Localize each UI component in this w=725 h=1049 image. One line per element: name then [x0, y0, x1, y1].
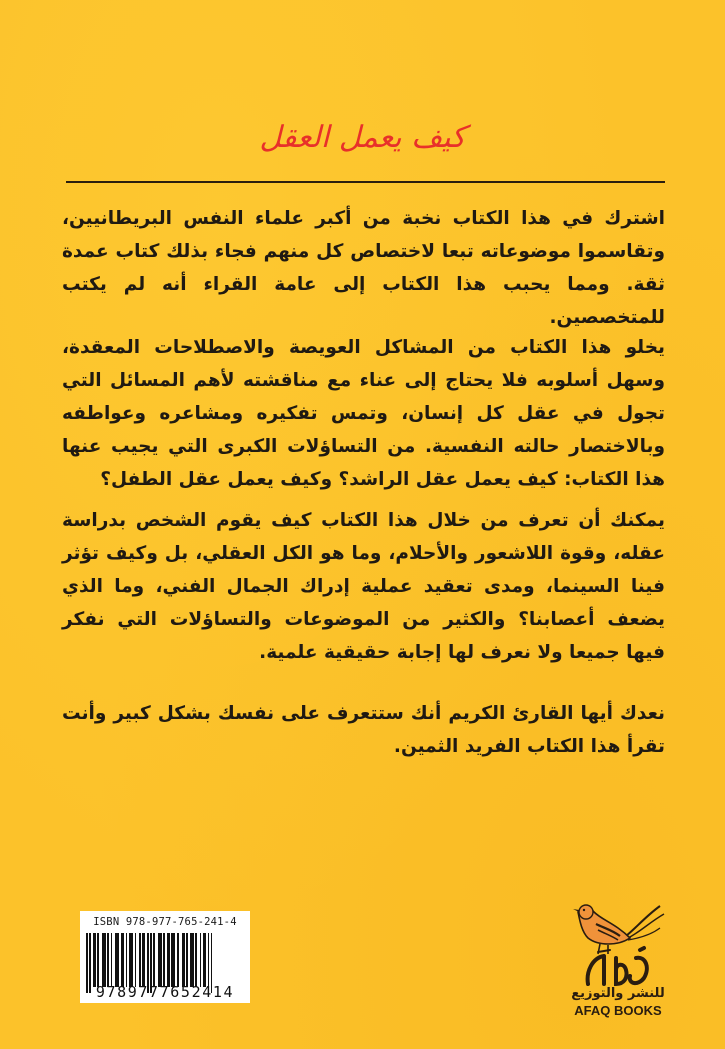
isbn-label: ISBN 978-977-765-241-4	[93, 916, 237, 928]
title-divider	[66, 181, 665, 183]
barcode-bars-icon	[86, 933, 244, 987]
paragraph-text: يخلو هذا الكتاب من المشاكل العويصة والاصطلاحات المعقدة، وسهل أسلوبه فلا يحتاج إلى عناء مع مناقشته لأهم المسائل التي تجول في عقل كل إنسان، وتمس تفكيره ومشاعره وعواطفه وبالاختصار حالته النفسية. من التساؤلات الكبرى التي يجيب عنها هذا الكتاب: كيف يعمل عقل الراشد؟ وكيف يعمل عقل الطفل؟	[62, 337, 665, 490]
barcode-digits: 9789777652414	[95, 983, 235, 1001]
book-title: كيف يعمل العقل	[259, 120, 466, 155]
paragraph-text: نعدك أيها القارئ الكريم أنك ستتعرف على نفسك بشكل كبير وأنت تقرأ هذا الكتاب الفريد الثمين.	[62, 703, 665, 757]
publisher-tagline-arabic: للنشر والتوزيع	[571, 986, 665, 1001]
publisher-tagline-english: AFAQ BOOKS	[574, 1003, 662, 1018]
blurb-paragraph-1	[62, 202, 665, 334]
blurb-paragraph-4	[62, 697, 665, 763]
blurb-paragraph-3	[62, 504, 665, 669]
publisher-logo	[568, 898, 668, 1026]
blurb-paragraph-2	[62, 331, 665, 496]
isbn-barcode	[80, 911, 250, 1003]
bird-icon	[568, 898, 668, 988]
paragraph-text: يمكنك أن تعرف من خلال هذا الكتاب كيف يقوم الشخص بدراسة عقله، وقوة اللاشعور والأحلام، وما هو الكل العقلي، بل وكيف تؤثر فينا السينما، ومدى تعقيد عملية إدراك الجمال الفني، وما الذي يضعف أعصابنا؟ والكثير من الموضوعات والتساؤلات التي نفكر فيها جميعا ولا نعرف لها إجابة حقيقية علمية.	[62, 510, 665, 663]
paragraph-text: اشترك في هذا الكتاب نخبة من أكبر علماء النفس البريطانيين، وتقاسموا موضوعاته تبعا لاختصاص كل منهم فجاء بذلك كتاب عمدة ثقة. ومما يحبب هذا الكتاب إلى عامة القراء أنه لم يكتب للمتخصصين.	[62, 208, 665, 328]
